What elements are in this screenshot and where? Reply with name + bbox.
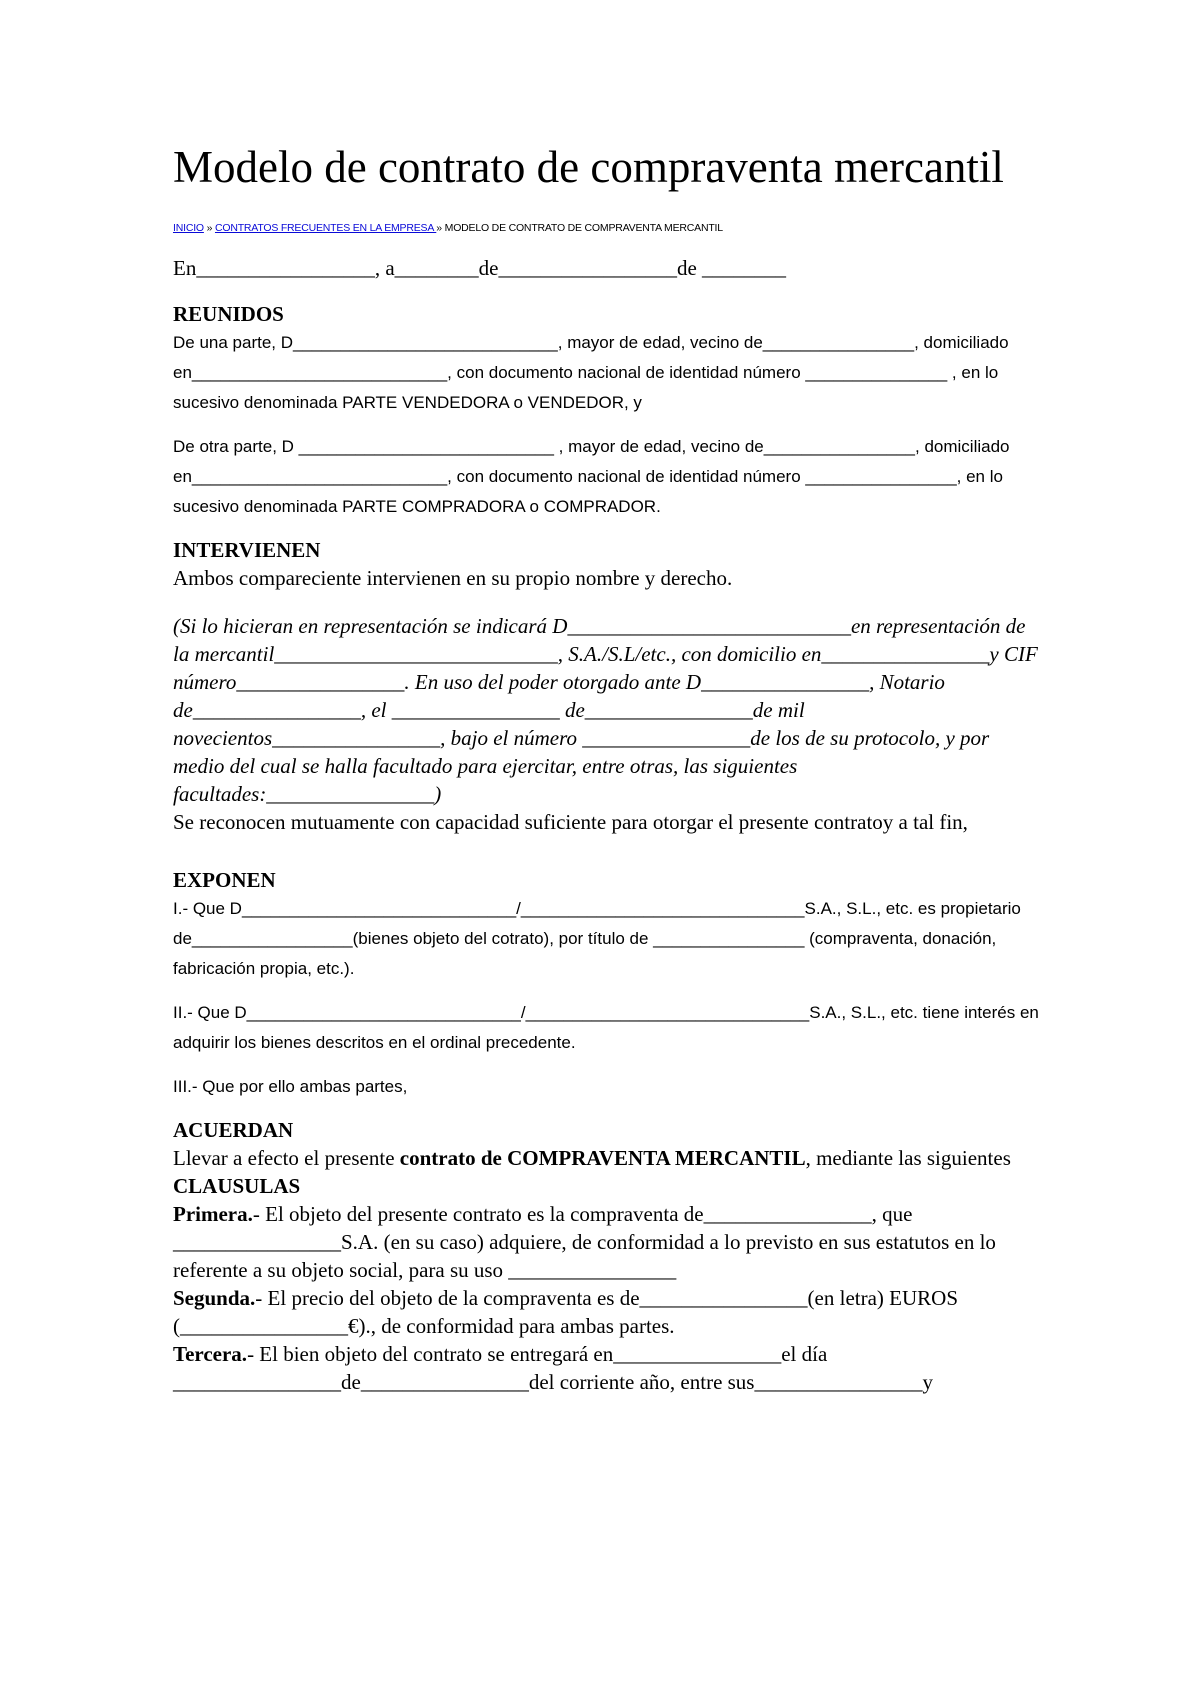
paragraph-exponen-i: I.- Que D_____________________________/______________________________S.A., S.L., etc. es propietario de_________________(bienes objeto del cotrato), por título de ________________ (compraventa, donación, fabricación propia, etc.). [173,899,1021,978]
clause-text: - El objeto del presente contrato es la compraventa de________________, que ________________S.A. (en su caso) adquiere, de conformidad a lo previsto en sus estatutos en lo referente a su objeto social, para su uso ________________ [173,1202,996,1282]
section-heading-intervienen: INTERVIENEN [173,538,321,562]
paragraph-acuerdan [173,1144,1043,1172]
page-title: Modelo de contrato de compraventa mercantil [173,142,1004,192]
section-heading-exponen: EXPONEN [173,868,276,892]
breadcrumb [173,222,1043,234]
paragraph-comprador: De otra parte, D ___________________________ , mayor de edad, vecino de________________, domiciliado en___________________________, con documento nacional de identidad número ________________, en lo sucesivo denominada PARTE COMPRADORA o COMPRADOR. [173,437,1010,516]
paragraph-exponen-ii: II.- Que D_____________________________/______________________________S.A., S.L., etc. tiene interés en adquirir los bienes descritos en el ordinal precedente. [173,1003,1039,1052]
breadcrumb-separator: » [436,222,445,234]
date-line: En_________________, a________de_________________de ________ [173,256,787,280]
document-content [173,140,1043,1396]
paragraph-reconocen: Se reconocen mutuamente con capacidad suficiente para otorgar el presente contratoy a tal fin, [173,810,968,834]
breadcrumb-separator: » [203,222,215,234]
breadcrumb-current: MODELO DE CONTRATO DE COMPRAVENTA MERCANTIL [444,222,723,234]
breadcrumb-link-contratos[interactable]: CONTRATOS FRECUENTES EN LA EMPRESA [214,222,437,234]
paragraph-representacion: (Si lo hicieran en representación se indicará D___________________________en representación de la mercantil___________________________, S.A./S.L/etc., con domicilio en________________y CIF número________________. En uso del poder otorgado ante D________________, Notario de________________, el ________________ de________________de mil novecientos________________, bajo el número ________________de los de su protocolo, y por medio del cual se halla facultado para ejercitar, entre otras, las siguientes facultades:________________) [173,614,1038,806]
clause-primera [173,1200,1043,1284]
clause-text: - El bien objeto del contrato se entregará en________________el día ________________de________________del corriente año, entre sus________________y [173,1342,933,1394]
paragraph-vendedor: De una parte, D____________________________, mayor de edad, vecino de________________, domiciliado en___________________________, con documento nacional de identidad número _______________ , en lo sucesivo denominada PARTE VENDEDORA o VENDEDOR, y [173,333,1009,412]
acuerdan-text-post: , mediante las siguientes [805,1146,1011,1170]
clause-tercera [173,1340,1043,1396]
section-heading-clausulas: CLAUSULAS [173,1174,301,1198]
paragraph-exponen-iii: III.- Que por ello ambas partes, [173,1077,408,1096]
clause-segunda [173,1284,1043,1340]
acuerdan-text-bold: contrato de COMPRAVENTA MERCANTIL [399,1146,806,1170]
breadcrumb-link-inicio[interactable]: INICIO [173,222,204,234]
clause-label: Tercera. [173,1342,248,1366]
section-heading-acuerdan: ACUERDAN [173,1118,294,1142]
section-heading-reunidos: REUNIDOS [173,302,284,326]
clause-text: - El precio del objeto de la compraventa es de________________(en letra) EUROS (________________€)., de conformidad para ambas partes. [173,1286,959,1338]
clause-label: Primera. [173,1202,253,1226]
clause-label: Segunda. [173,1286,256,1310]
paragraph-intervienen: Ambos compareciente intervienen en su propio nombre y derecho. [173,566,733,590]
acuerdan-text-pre: Llevar a efecto el presente [173,1146,400,1170]
